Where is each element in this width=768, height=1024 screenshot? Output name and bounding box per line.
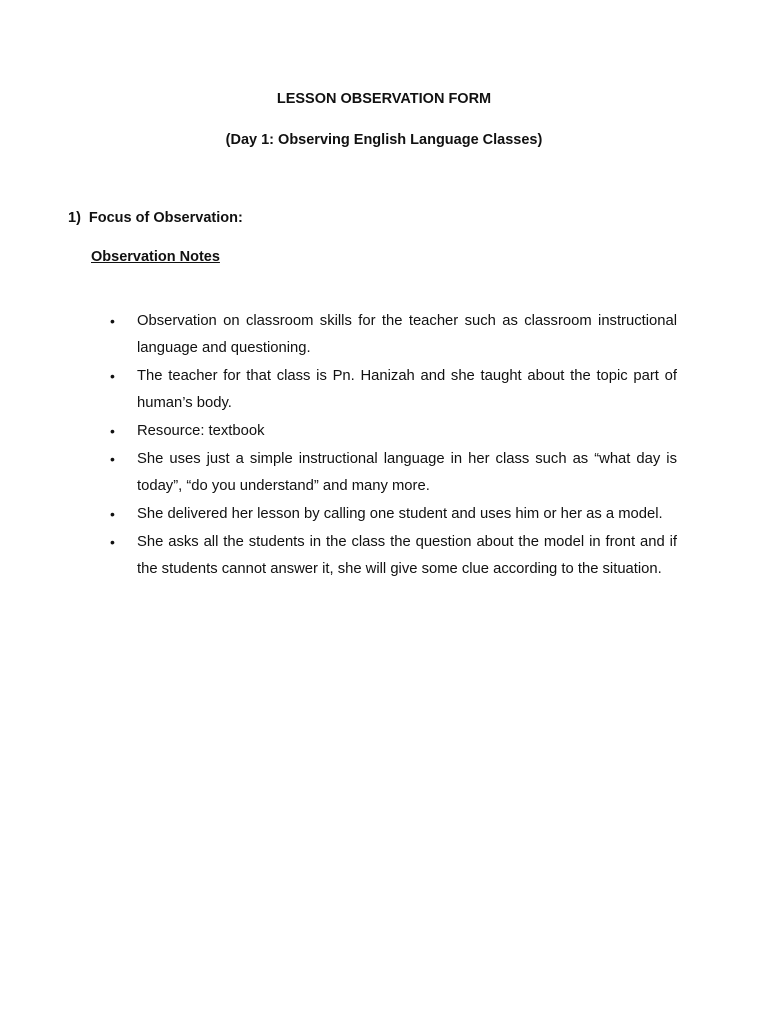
bullet-icon: • — [110, 313, 115, 329]
note-text: She asks all the students in the class the question about the model in front and if the students cannot answer it, she will give some clue according to the situation. — [137, 534, 677, 577]
list-item — [110, 501, 677, 528]
list-item — [110, 529, 677, 583]
list-item — [110, 308, 677, 362]
bullet-icon: • — [110, 451, 115, 467]
section-number: 1) — [68, 210, 81, 226]
note-text: She delivered her lesson by calling one student and uses him or her as a model. — [137, 506, 663, 522]
observation-notes-heading: Observation Notes — [91, 249, 220, 265]
bullet-icon: • — [110, 368, 115, 384]
section-title: Focus of Observation: — [88, 210, 243, 226]
bullet-icon: • — [110, 506, 115, 522]
form-title: LESSON OBSERVATION FORM — [276, 91, 492, 107]
list-item — [110, 363, 677, 417]
note-text: Observation on classroom skills for the teacher such as classroom instructional language and questioning. — [137, 313, 677, 356]
section-heading — [68, 210, 243, 226]
bullet-icon: • — [110, 423, 115, 439]
note-text: The teacher for that class is Pn. Hanizah and she taught about the topic part of human’s body. — [137, 368, 677, 411]
bullet-icon: • — [110, 534, 115, 550]
observation-notes-list — [110, 308, 677, 584]
note-text: She uses just a simple instructional language in her class such as “what day is today”, “do you understand” and many more. — [137, 451, 677, 494]
list-item — [110, 446, 677, 500]
form-subtitle: (Day 1: Observing English Language Classes) — [225, 132, 543, 148]
list-item — [110, 418, 677, 445]
note-text: Resource: textbook — [137, 423, 265, 439]
